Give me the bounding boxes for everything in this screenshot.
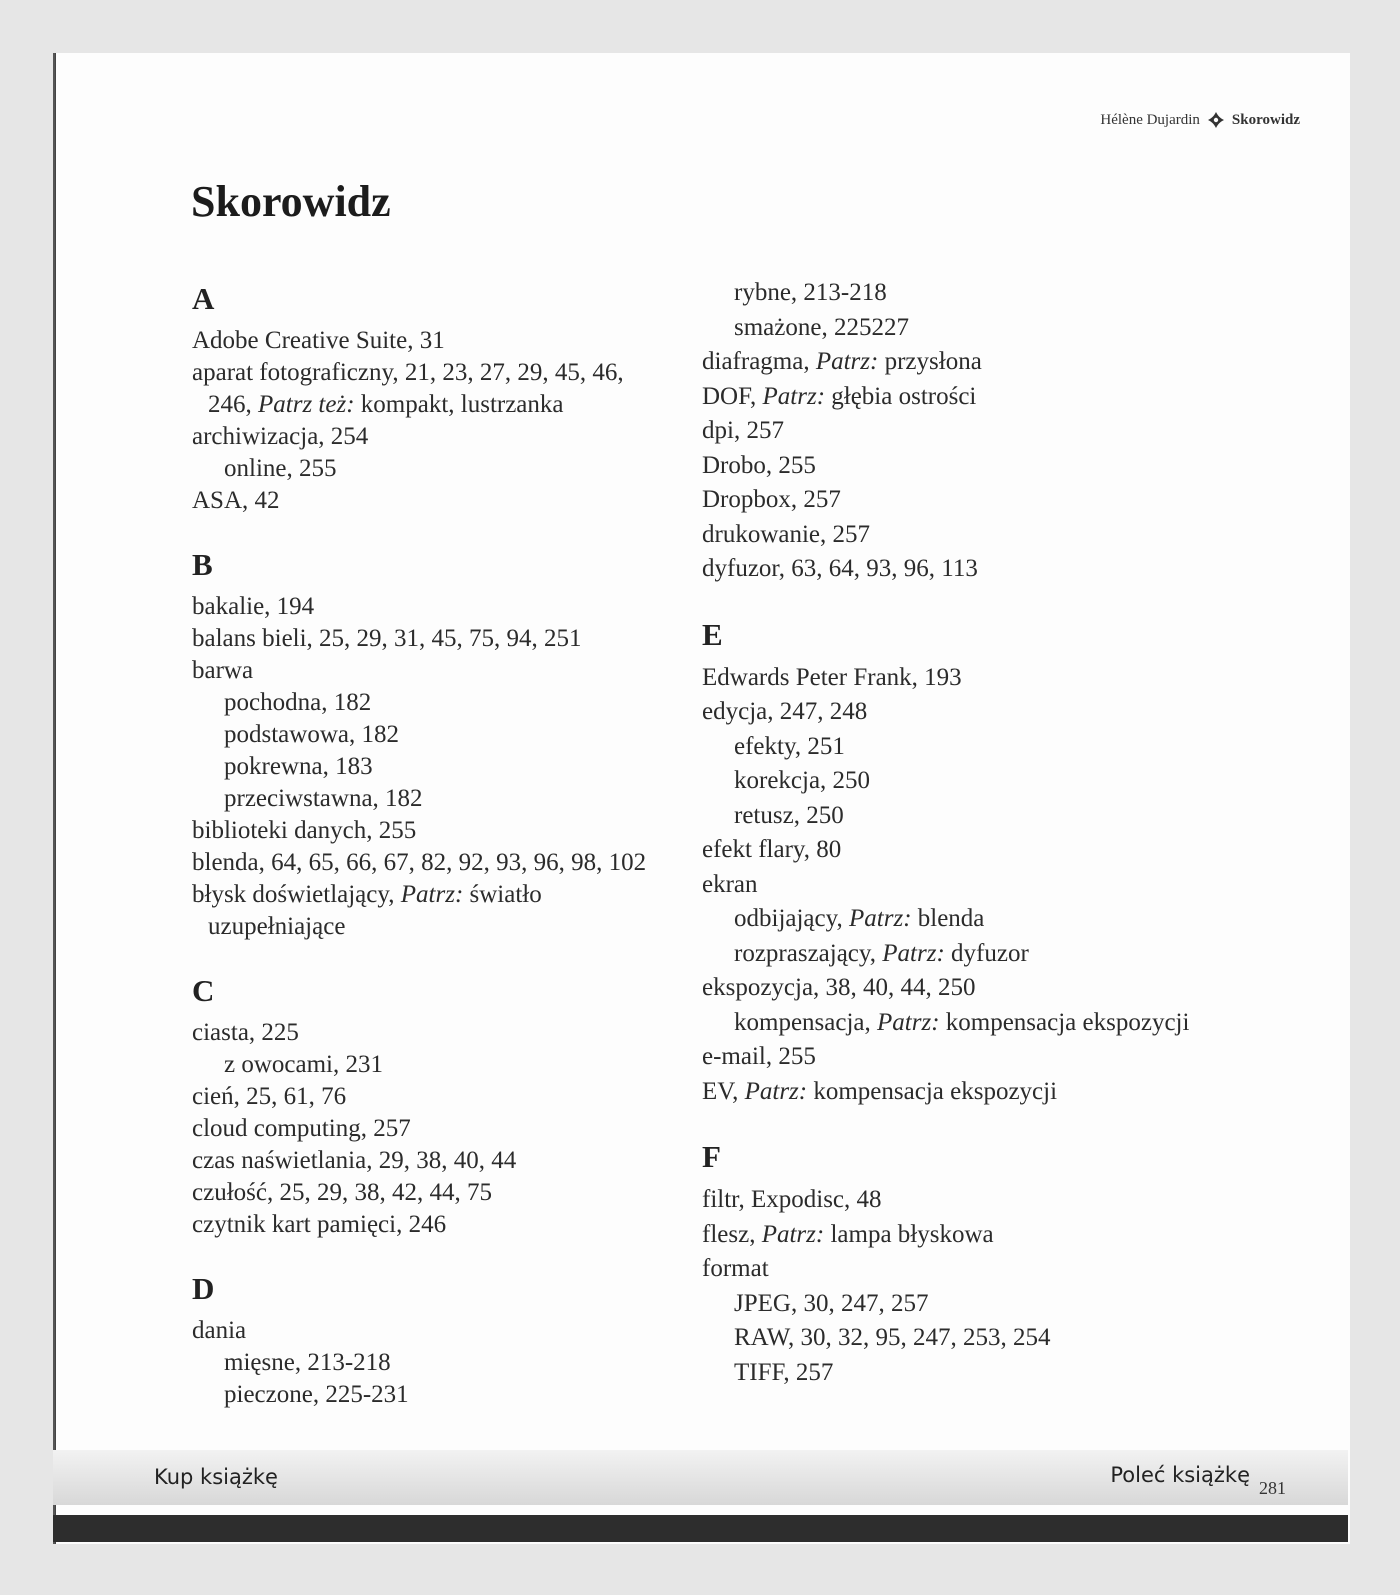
index-entry: [192, 847, 712, 879]
index-entry: [192, 1315, 712, 1347]
cross-reference-label: Patrz:: [762, 382, 826, 410]
index-column-right: [702, 276, 1222, 1418]
entry-text: czułość, 25, 29, 38, 42, 44, 75: [192, 1179, 492, 1206]
index-letter-heading: F: [702, 1139, 721, 1174]
cross-reference-label: Patrz:: [400, 881, 464, 908]
entry-text: JPEG, 30, 247, 257: [734, 1289, 929, 1317]
entry-text: lampa błyskowa: [824, 1220, 994, 1248]
index-entry: [702, 1218, 1222, 1253]
entry-text: ciasta, 225: [192, 1019, 299, 1046]
entry-text: cloud computing, 257: [192, 1115, 411, 1142]
entry-text: kompakt, lustrzanka: [354, 391, 564, 418]
index-entry: [702, 1183, 1222, 1218]
entry-text: format: [702, 1255, 769, 1282]
index-entry: [192, 485, 712, 517]
index-entry: [192, 591, 712, 623]
index-section: [192, 971, 712, 1241]
index-subentry: [702, 937, 1222, 972]
recommend-book-link[interactable]: Poleć książkę: [1110, 1463, 1250, 1487]
index-subentry: [192, 751, 712, 783]
index-entry: [192, 1177, 712, 1209]
entry-text: uzupełniające: [208, 913, 346, 940]
entry-text: e-mail, 255: [702, 1043, 816, 1070]
index-column-left: [192, 279, 712, 1439]
book-page: [53, 53, 1350, 1544]
entry-text: drukowanie, 257: [702, 520, 871, 548]
index-subentry: [192, 453, 712, 485]
index-entry: [192, 1017, 712, 1049]
index-entry: [702, 1075, 1222, 1110]
entry-text: ekspozycja, 38, 40, 44, 250: [702, 974, 976, 1001]
entry-text: flesz,: [702, 1220, 762, 1248]
index-entry: [192, 357, 712, 389]
entry-text: bakalie, 194: [192, 593, 315, 620]
index-subentry: [702, 1321, 1222, 1356]
entry-text: pokrewna, 183: [224, 753, 373, 780]
entry-text: Dropbox, 257: [702, 486, 841, 513]
entry-text: głębia ostrości: [825, 382, 977, 410]
running-head-section: Skorowidz: [1231, 111, 1300, 128]
entry-text: diafragma,: [702, 348, 816, 375]
index-entry: [192, 389, 712, 421]
index-letter-heading: A: [192, 281, 215, 316]
index-letter-heading: E: [702, 616, 723, 652]
index-subentry: [192, 719, 712, 751]
entry-text: RAW, 30, 32, 95, 247, 253, 254: [734, 1324, 1051, 1351]
index-subentry: [702, 276, 1222, 311]
running-head-author: Hélène Dujardin: [1100, 111, 1200, 128]
entry-text: dpi, 257: [702, 417, 784, 444]
entry-text: przysłona: [878, 348, 982, 375]
index-entry: [702, 833, 1222, 868]
entry-text: kompensacja ekspozycji: [807, 1077, 1058, 1105]
entry-text: kompensacja ekspozycji: [939, 1008, 1190, 1036]
index-section: [192, 545, 712, 943]
entry-text: dyfuzor, 63, 64, 93, 96, 113: [702, 555, 978, 582]
entry-text: korekcja, 250: [734, 767, 871, 794]
entry-text: rybne, 213-218: [734, 279, 887, 306]
cross-reference-label: Patrz:: [849, 905, 912, 932]
buy-book-link[interactable]: Kup książkę: [154, 1465, 278, 1489]
index-letter-heading: B: [192, 547, 213, 582]
entry-text: cień, 25, 61, 76: [192, 1083, 347, 1110]
index-entry: [192, 815, 712, 847]
index-entry: [192, 911, 712, 943]
index-subentry: [702, 902, 1222, 937]
index-section: [702, 615, 1222, 1110]
index-section: [702, 1137, 1222, 1390]
index-entry: [192, 879, 712, 911]
index-entry: [702, 449, 1222, 484]
cross-reference-label: Patrz też:: [258, 391, 355, 418]
index-letter-heading: C: [192, 973, 215, 1008]
index-entry: [192, 1081, 712, 1113]
index-subentry: [702, 799, 1222, 834]
index-entry: [702, 518, 1222, 553]
index-letter-heading: D: [192, 1271, 215, 1306]
entry-text: Edwards Peter Frank, 193: [702, 663, 962, 691]
entry-text: czytnik kart pamięci, 246: [192, 1211, 447, 1238]
index-subentry: [702, 764, 1222, 799]
index-entry: [702, 661, 1222, 696]
entry-text: edycja, 247, 248: [702, 698, 868, 725]
footer-bar: [53, 1450, 1348, 1505]
index-subentry: [192, 1347, 712, 1379]
entry-text: DOF,: [702, 382, 763, 410]
index-entry: [192, 325, 712, 357]
index-entry: [702, 695, 1222, 730]
index-entry: [192, 623, 712, 655]
entry-text: balans bieli, 25, 29, 31, 45, 75, 94, 251: [192, 625, 582, 652]
entry-text: mięsne, 213-218: [224, 1349, 391, 1376]
index-entry: [192, 1209, 712, 1241]
index-entry: [702, 971, 1222, 1006]
entry-text: Adobe Creative Suite, 31: [192, 327, 445, 354]
entry-text: filtr, Expodisc, 48: [702, 1186, 882, 1213]
page-number: 281: [1259, 1478, 1286, 1498]
entry-text: przeciwstawna, 182: [224, 785, 423, 812]
index-section: [192, 279, 712, 517]
index-subentry: [702, 1006, 1222, 1041]
entry-text: dyfuzor: [944, 939, 1029, 967]
entry-text: online, 255: [224, 455, 337, 482]
bottom-dark-bar: [53, 1515, 1348, 1542]
entry-text: Drobo, 255: [702, 451, 816, 479]
index-entry: [702, 380, 1222, 415]
index-subentry: [702, 1287, 1222, 1322]
cross-reference-label: Patrz:: [744, 1077, 808, 1105]
cross-reference-label: Patrz:: [761, 1220, 825, 1248]
entry-text: blenda, 64, 65, 66, 67, 82, 92, 93, 96, 98, 102: [192, 849, 647, 876]
entry-text: kompensacja,: [734, 1008, 878, 1036]
cross-reference-label: Patrz:: [815, 348, 879, 375]
index-section: [192, 1269, 712, 1411]
entry-text: EV,: [702, 1077, 745, 1105]
entry-text: TIFF, 257: [734, 1358, 834, 1386]
entry-text: retusz, 250: [734, 801, 844, 829]
index-entry: [192, 655, 712, 687]
index-subentry: [192, 1379, 712, 1411]
page-title: Skorowidz: [191, 177, 391, 226]
index-subentry: [192, 783, 712, 815]
index-entry: [702, 1040, 1222, 1075]
entry-text: ekran: [702, 870, 758, 898]
page-spine-line: [55, 53, 56, 1544]
index-section: [702, 276, 1222, 587]
cross-reference-label: Patrz:: [882, 939, 945, 967]
index-subentry: [702, 1356, 1222, 1391]
entry-text: podstawowa, 182: [224, 721, 399, 748]
index-entry: [702, 483, 1222, 518]
index-subentry: [702, 730, 1222, 765]
entry-text: pieczone, 225-231: [224, 1381, 409, 1408]
entry-text: smażone, 225227: [734, 313, 909, 341]
entry-text: rozpraszający,: [734, 939, 883, 967]
entry-text: z owocami, 231: [224, 1051, 383, 1078]
running-head: [1100, 110, 1300, 130]
entry-text: efekt flary, 80: [702, 836, 842, 863]
index-entry: [702, 552, 1222, 587]
index-subentry: [192, 687, 712, 719]
entry-text: barwa: [192, 657, 254, 684]
index-entry: [702, 1252, 1222, 1287]
entry-text: pochodna, 182: [224, 689, 372, 716]
index-entry: [192, 1145, 712, 1177]
index-entry: [702, 868, 1222, 903]
entry-text: archiwizacja, 254: [192, 423, 369, 450]
index-subentry: [192, 1049, 712, 1081]
index-subentry: [702, 311, 1222, 346]
entry-text: efekty, 251: [734, 732, 845, 760]
fleuron-icon: [1206, 110, 1226, 130]
entry-text: błysk doświetlający,: [192, 881, 401, 908]
index-entry: [192, 421, 712, 453]
entry-text: czas naświetlania, 29, 38, 40, 44: [192, 1147, 517, 1174]
entry-text: światło: [463, 881, 542, 908]
cross-reference-label: Patrz:: [877, 1008, 940, 1036]
entry-text: aparat fotograficzny, 21, 23, 27, 29, 45, 46,: [192, 359, 624, 386]
index-entry: [192, 1113, 712, 1145]
entry-text: 246,: [208, 391, 258, 418]
entry-text: blenda: [911, 905, 985, 932]
entry-text: dania: [192, 1317, 247, 1344]
index-entry: [702, 345, 1222, 380]
entry-text: odbijający,: [734, 905, 850, 932]
entry-text: biblioteki danych, 255: [192, 817, 417, 844]
index-entry: [702, 414, 1222, 449]
entry-text: ASA, 42: [192, 487, 280, 514]
